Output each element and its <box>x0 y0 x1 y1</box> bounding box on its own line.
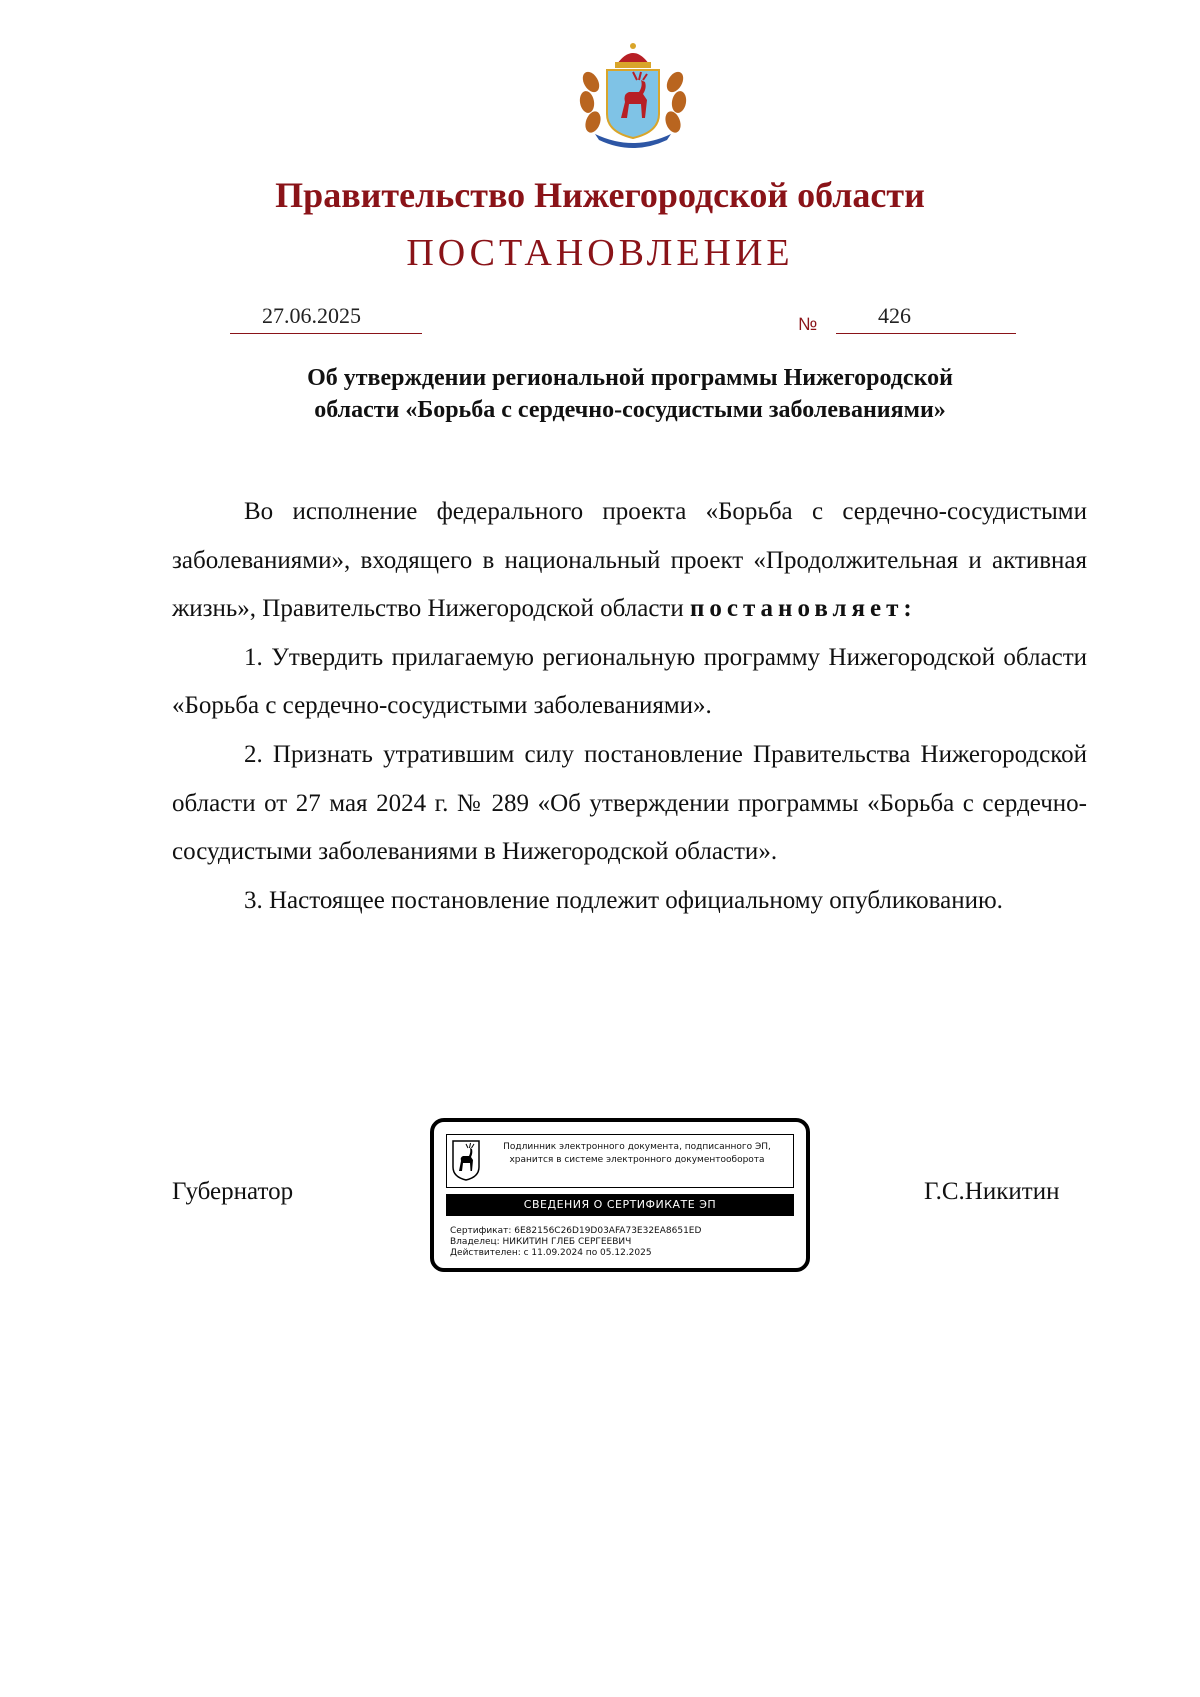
intro-text: Во исполнение федерального проекта «Борьба с сердечно-сосудистыми заболеваниями», входящего в национальный проект «Продолжительная и активная жизнь», Правительство Нижегородской области <box>172 498 1087 623</box>
subject-line-1: Об утверждении региональной программы Нижегородской <box>307 365 953 391</box>
certificate-id: Сертификат: 6E82156C26D19D03AFA73E32EA8651ED <box>450 1226 702 1236</box>
number-value: 426 <box>878 303 911 328</box>
stamp-caption-line-2: хранится в системе электронного документооборота <box>509 1155 765 1165</box>
document-body <box>172 488 1087 925</box>
certificate-validity: Действителен: с 11.09.2024 по 05.12.2025 <box>450 1248 652 1258</box>
document-subject <box>170 362 1090 426</box>
certificate-owner: Владелец: НИКИТИН ГЛЕБ СЕРГЕЕВИЧ <box>450 1237 632 1247</box>
stamp-caption <box>485 1141 789 1167</box>
clause-2: 2. Признать утратившим силу постановление Правительства Нижегородской области от 27 мая 2024 г. № 289 «Об утверждении программы «Борьба с сердечно-сосудистыми заболеваниями в Нижегородской области». <box>172 740 1087 866</box>
signatory-name: Г.С.Никитин <box>924 1178 1060 1205</box>
government-title: Правительство Нижегородской области <box>275 175 925 215</box>
clause-1: 1. Утвердить прилагаемую региональную программу Нижегородской области «Борьба с сердечно-сосудистыми заболеваниями». <box>172 643 1087 720</box>
number-sign: № <box>798 314 818 334</box>
subject-line-2: области «Борьба с сердечно-сосудистыми заболеваниями» <box>314 397 946 423</box>
date-field <box>230 303 422 334</box>
decree-word: постановляет: <box>689 595 917 623</box>
e-signature-stamp <box>430 1118 810 1272</box>
certificate-info-bar: СВЕДЕНИЯ О СЕРТИФИКАТЕ ЭП <box>446 1194 794 1216</box>
deer-icon <box>451 1139 481 1181</box>
certificate-details <box>450 1226 701 1259</box>
stamp-caption-line-1: Подлинник электронного документа, подписанного ЭП, <box>503 1142 771 1152</box>
signatory-position: Губернатор <box>172 1178 294 1205</box>
stamp-header <box>446 1134 794 1188</box>
coat-of-arms-icon <box>577 42 689 150</box>
clause-3: 3. Настоящее постановление подлежит официальному опубликованию. <box>244 886 1003 914</box>
document-type: ПОСТАНОВЛЕНИЕ <box>406 232 794 274</box>
date-value: 27.06.2025 <box>262 303 361 328</box>
number-field <box>836 303 1016 334</box>
intro-paragraph <box>172 488 1087 634</box>
